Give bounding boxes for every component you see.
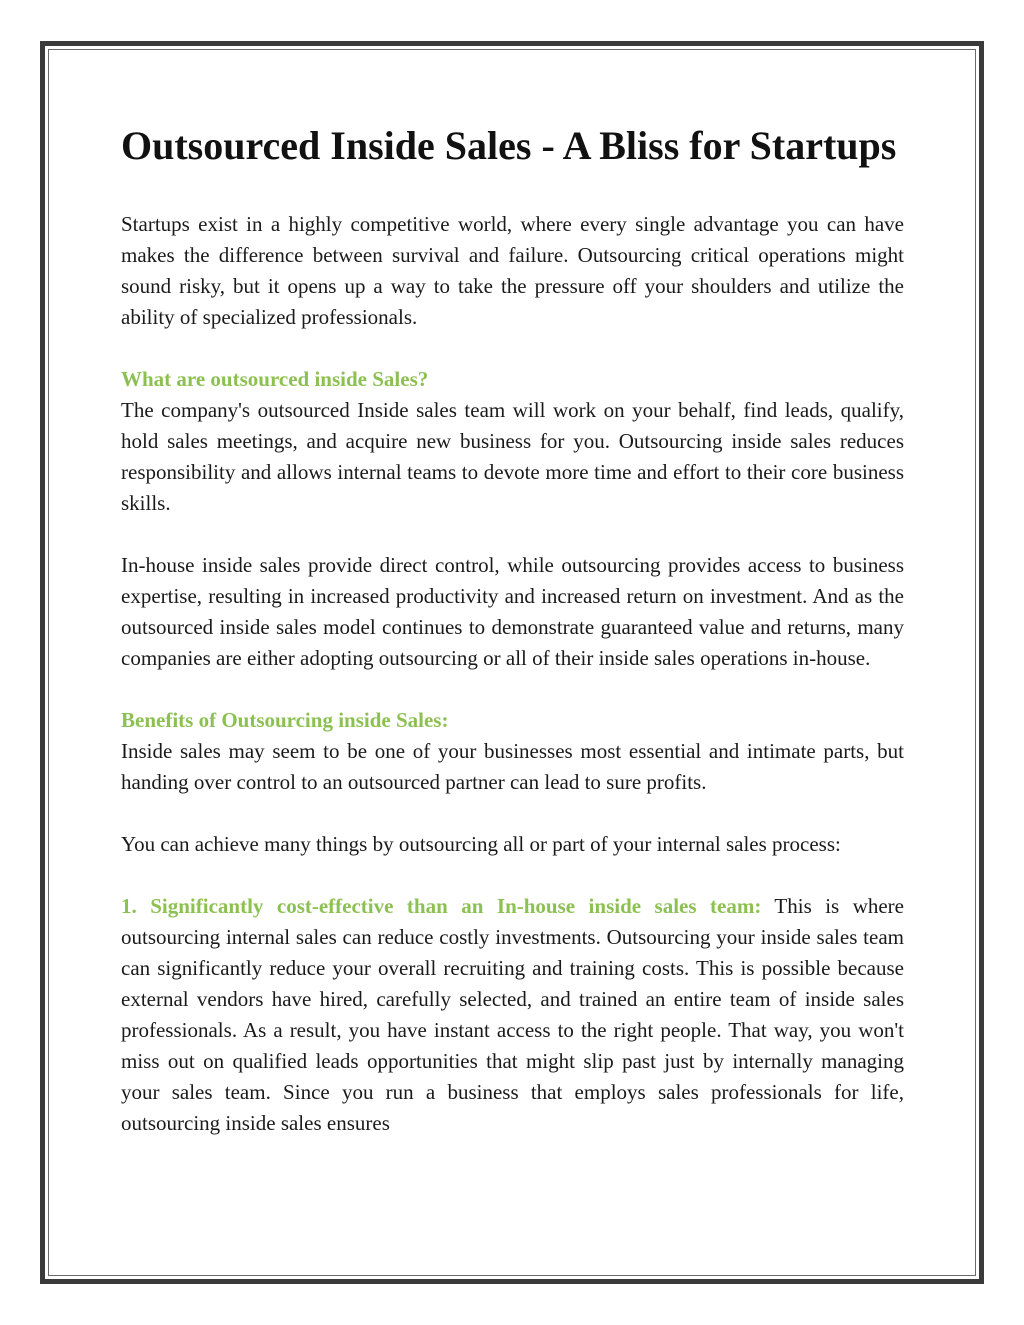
point-1-label: 1. Significantly cost-effective than an In-house inside sales team: bbox=[121, 894, 762, 918]
section-heading-benefits: Benefits of Outsourcing inside Sales: bbox=[121, 708, 449, 732]
section2-paragraph-2: You can achieve many things by outsourcing all or part of your internal sales process: bbox=[121, 832, 841, 856]
intro-paragraph: Startups exist in a highly competitive world, where every single advantage you can have makes the difference between survival and failure. Outsourcing critical operations might sound risky, but it opens up a way to take the pressure off your shoulders and utilize the ability of specialized professionals. bbox=[121, 212, 904, 329]
page-title: Outsourced Inside Sales - A Bliss for Startups bbox=[121, 123, 897, 168]
section2-paragraph-1: Inside sales may seem to be one of your businesses most essential and intimate parts, but handing over control to an outsourced partner can lead to sure profits. bbox=[121, 739, 904, 794]
section1-paragraph-1: The company's outsourced Inside sales team will work on your behalf, find leads, qualify, hold sales meetings, and acquire new business for you. Outsourcing inside sales reduces responsibility and allows internal teams to devote more time and effort to their core business skills. bbox=[121, 398, 904, 515]
point-1-paragraph bbox=[121, 891, 904, 1139]
section1-paragraph-2: In-house inside sales provide direct control, while outsourcing provides access to business expertise, resulting in increased productivity and increased return on investment. And as the outsourced inside sales model continues to demonstrate guaranteed value and returns, many companies are either adopting outsourcing or all of their inside sales operations in-house. bbox=[121, 553, 904, 670]
document-content bbox=[121, 118, 904, 1139]
point-1-text: This is where outsourcing internal sales can reduce costly investments. Outsourcing your inside sales team can significantly reduce your overall recruiting and training costs. This is possible because external vendors have hired, carefully selected, and trained an entire team of inside sales professionals. As a result, you have instant access to the right people. That way, you won't miss out on qualified leads opportunities that might slip past just by internally managing your sales team. Since you run a business that employs sales professionals for life, outsourcing inside sales ensures bbox=[121, 894, 905, 1135]
section-heading-what: What are outsourced inside Sales? bbox=[121, 367, 429, 391]
